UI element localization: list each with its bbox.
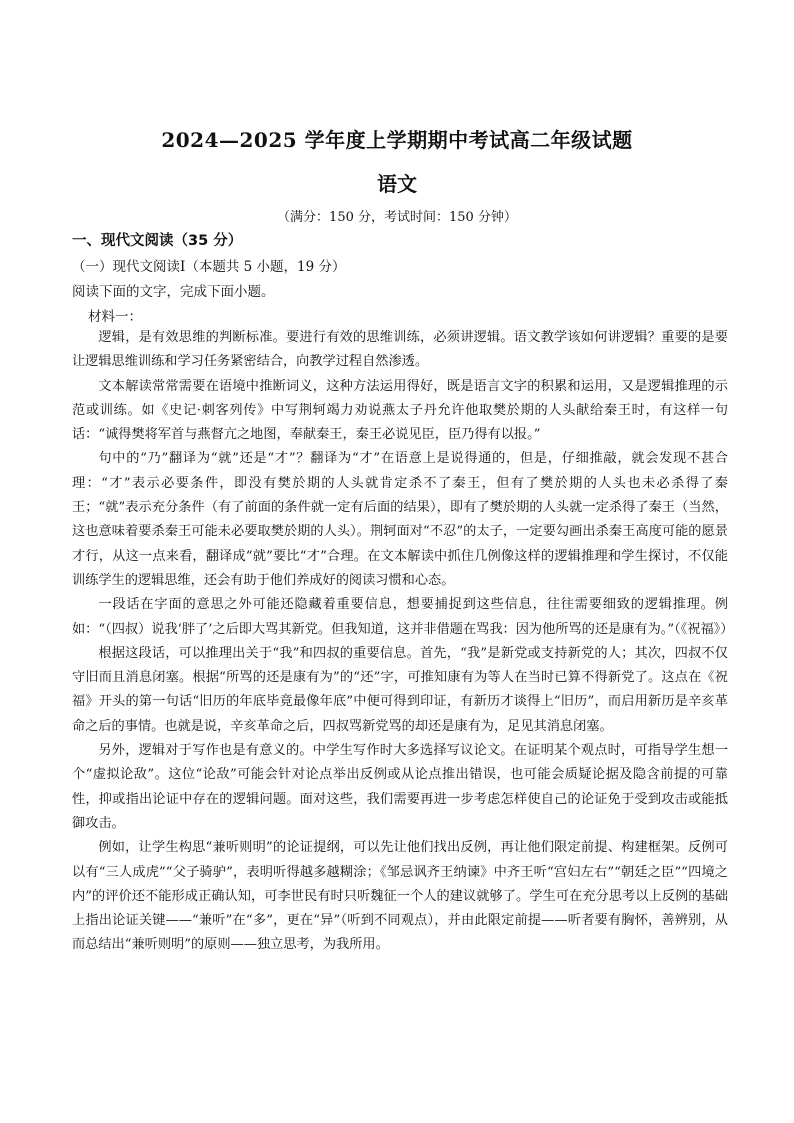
passage-paragraph: 另外，逻辑对于写作也是有意义的。中学生写作时大多选择写议论文。在证明某个观点时，可指导学生想一个“虚拟论敌”。这位“论敌”可能会针对论点举出反例或从论点推出错误，也可能会质疑论据及隐含前提的可靠性，抑或指出论证中存在的逻辑问题。面对这些，我们需要再进一步考虑怎样使自己的论证免于受到攻击或能抵御攻击。 — [72, 743, 728, 831]
subject-title: 语文 — [377, 172, 417, 196]
passage-paragraph: 根据这段话，可以推理出关于“我”和四叔的重要信息。首先，“我”是新党或支持新党的人；其次，四叔不仅守旧而且消息闭塞。根据“所骂的还是康有为”的“还”字，可推知康有为等人在当时已算不得新党了。这点在《祝福》开头的第一句话“旧历的年底毕竟最像年底”中便可得到印证，有新历才谈得上“旧历”，而启用新历是辛亥革命之后的事情。也就是说，辛亥革命之后，四叔骂新党骂的却还是康有为，足见其消息闭塞。 — [72, 645, 728, 734]
passage-paragraph: 一段话在字面的意思之外可能还隐藏着重要信息，想要捕捉到这些信息，往往需要细致的逻辑推理。例如：“（四叔）说我‘胖了’之后即大骂其新党。但我知道，这并非借题在骂我：因为他所骂的还是康有为。”（《祝福》） — [72, 597, 734, 637]
exam-title: 2024—2025 学年度上学期期中考试高二年级试题 — [161, 128, 633, 152]
score-time-info: （满分：150 分，考试时间：150 分钟） — [277, 210, 517, 225]
passage-paragraph: 逻辑，是有效思维的判断标准。要进行有效的思维训练，必须讲逻辑。语文教学该如何讲逻辑？重要的是要让逻辑思维训练和学习任务紧密结合，向教学过程自然渗透。 — [72, 330, 728, 370]
passage-paragraph: 例如，让学生构思“兼听则明”的论证提纲，可以先让他们找出反例，再让他们限定前提、构建框架。反例可以有“三人成虎”“父子骑驴”，表明听得越多越糊涂；《邹忌讽齐王纳谏》中齐王听“宫妇左右”“朝廷之臣”“四境之内”的评价还不能形成正确认知，可李世民有时只听魏征一个人的建议就够了。学生可在充分思考以上反例的基础上指出论证关键——“兼听”在“多”，更在“异”（听到不同观点），并由此限定前提——听者要有胸怀，善辨别，从而总结出“兼听则明”的原则——独立思考，为我所用。 — [72, 840, 728, 953]
passage-body — [72, 326, 734, 958]
material-label: 材料一： — [88, 309, 142, 325]
reading-instruction: 阅读下面的文字，完成下面小题。 — [72, 284, 275, 300]
passage-paragraph: 句中的“乃”翻译为“就”还是“才”？翻译为“才”在语意上是说得通的，但是，仔细推敲，就会发现不甚合理：“才”表示必要条件，即没有樊於期的人头就肯定杀不了秦王，但有了樊於期的人头也未必杀得了秦王；“就”表示充分条件（有了前面的条件就一定有后面的结果），即有了樊於期的人头就一定杀得了秦王（当然，这也意味着要杀秦王可能未必要取樊於期的人头）。荆轲面对“不忍”的太子，一定要勾画出杀秦王高度可能的愿景才行，从这一点来看，翻译成“就”要比“才”合理。在文本解读中抓住几例像这样的逻辑推理和学生探讨，不仅能训练学生的逻辑思维，还会有助于他们养成好的阅读习惯和心态。 — [72, 451, 728, 588]
section-heading: 一、现代文阅读（35 分） — [72, 233, 243, 249]
subsection-heading: （一）现代文阅读Ⅰ（本题共 5 小题，19 分） — [72, 259, 346, 275]
passage-paragraph: 文本解读常常需要在语境中推断词义，这种方法运用得好，既是语言文字的积累和运用，又是逻辑推理的示范或训练。如《史记·刺客列传》中写荆轲竭力劝说燕太子丹允许他取樊於期的人头献给秦王时，有这样一句话：“诚得樊将军首与燕督亢之地图，奉献秦王，秦王必说见臣，臣乃得有以报。” — [72, 378, 728, 443]
